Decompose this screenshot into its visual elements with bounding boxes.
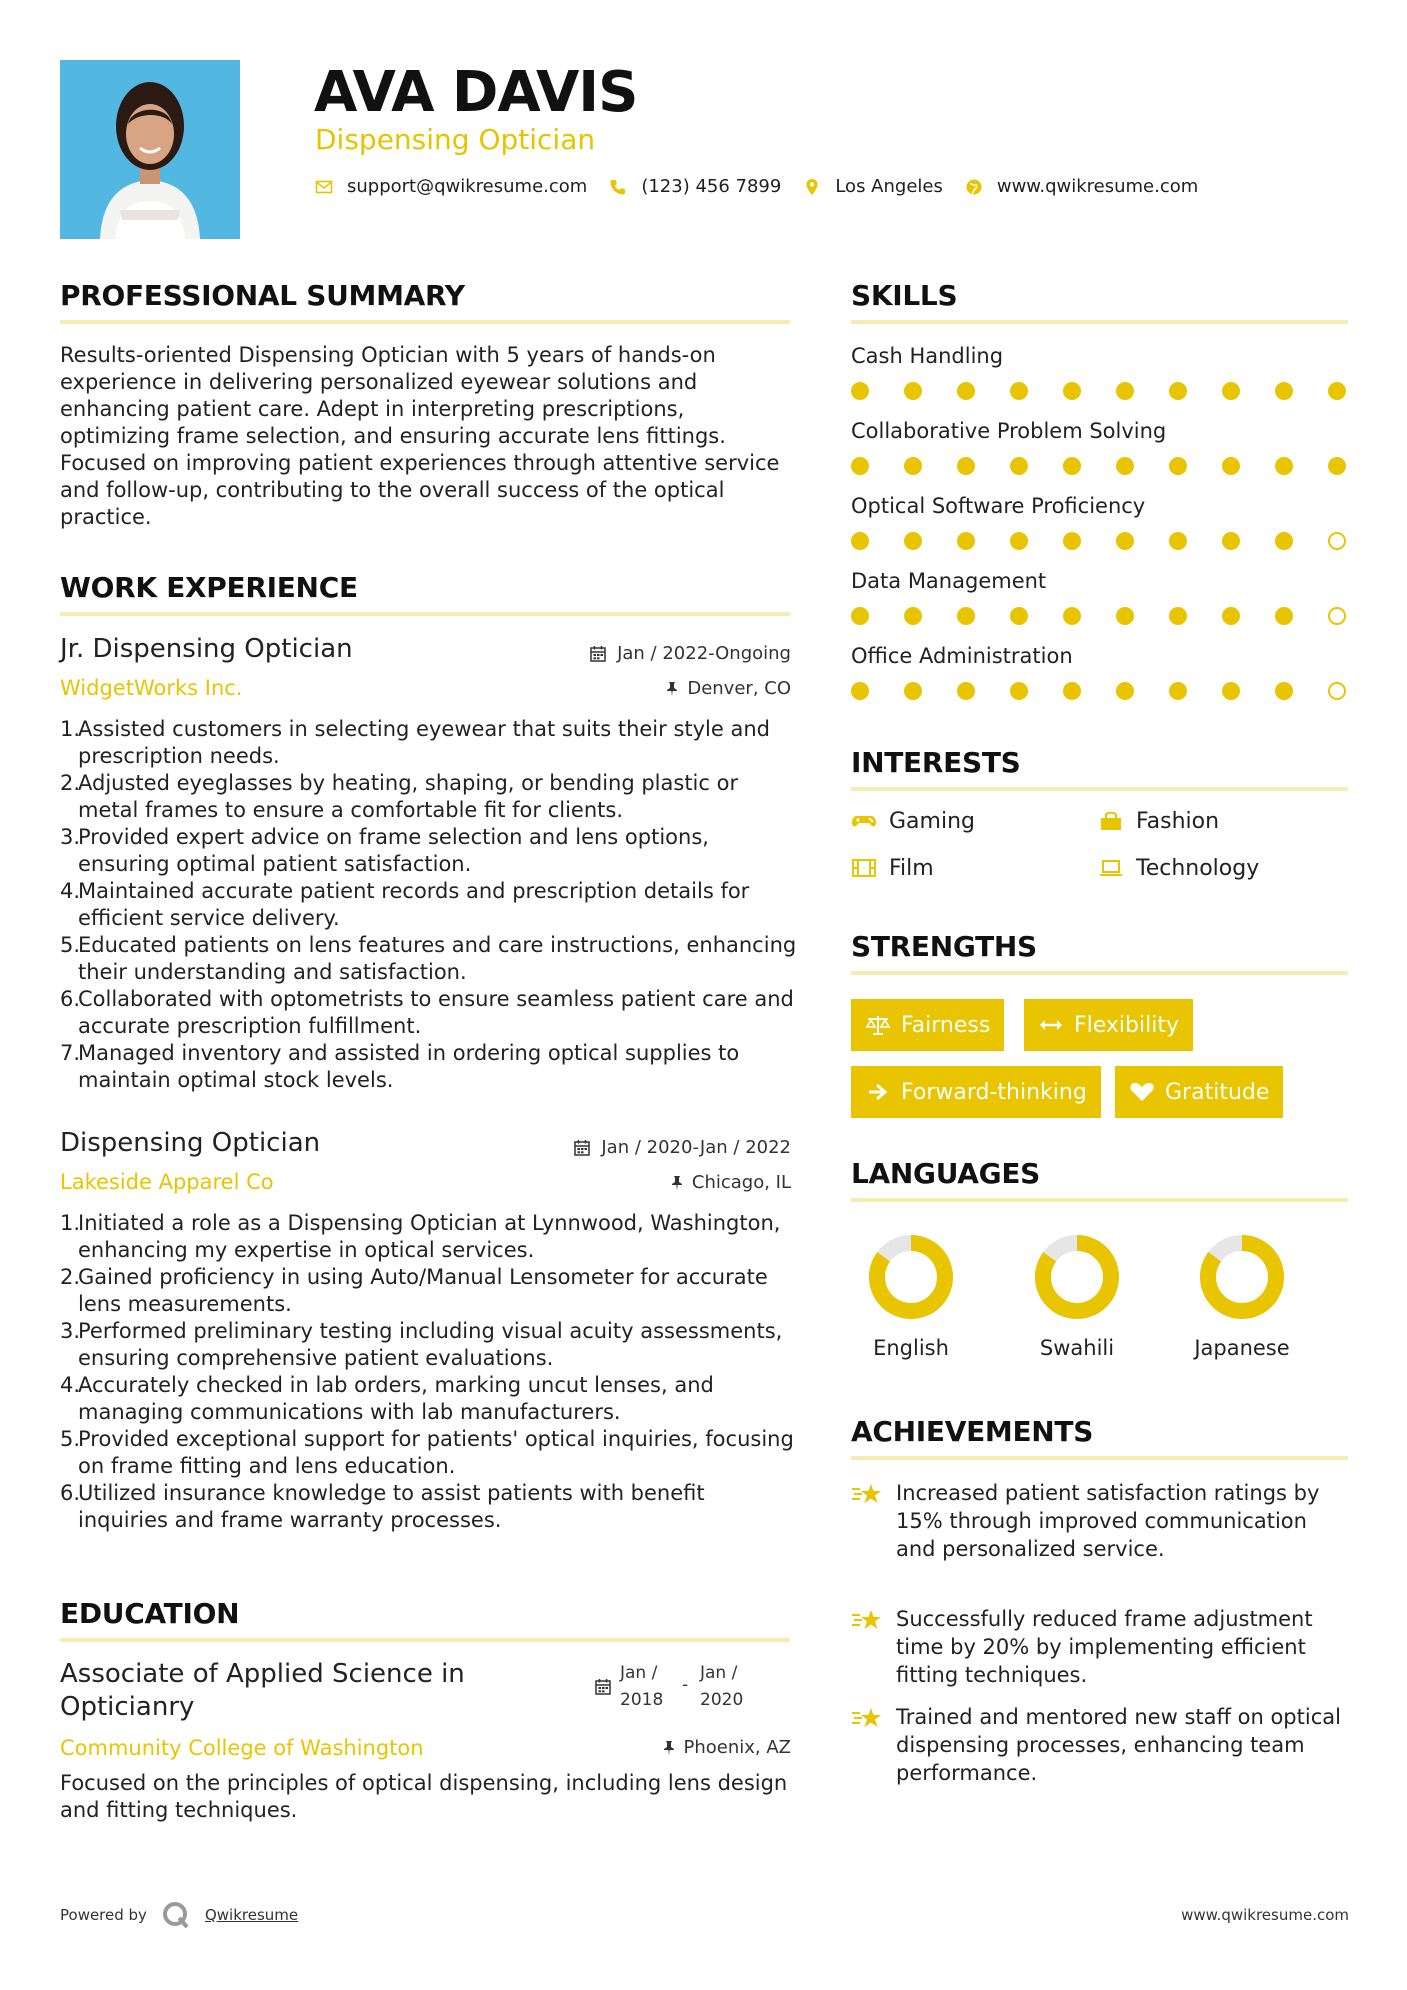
skill-rating bbox=[851, 382, 1348, 402]
skill-dot-filled bbox=[1222, 382, 1240, 400]
arrow-right-icon bbox=[865, 1081, 891, 1103]
powered-by-label: Powered by bbox=[60, 1906, 147, 1924]
skill-name: Data Management bbox=[851, 569, 1047, 593]
strength-tag bbox=[851, 999, 1004, 1051]
skill-dot-filled bbox=[1169, 532, 1187, 550]
degree-title: Associate of Applied Science in Opticianry bbox=[60, 1659, 465, 1722]
interest-label: Gaming bbox=[889, 809, 975, 834]
list-item: 1. Assisted customers in selecting eyewear that suits their style and prescription needs. bbox=[60, 717, 770, 768]
language-name: Swahili bbox=[1039, 1336, 1115, 1360]
achievement-item bbox=[851, 1479, 1351, 1563]
language-donut bbox=[1197, 1232, 1287, 1322]
language-name: Japanese bbox=[1194, 1336, 1290, 1360]
skill-name: Optical Software Proficiency bbox=[851, 494, 1146, 518]
balance-scale-icon bbox=[865, 1014, 891, 1036]
summary-heading: PROFESSIONAL SUMMARY bbox=[60, 279, 465, 312]
languages-divider bbox=[851, 1198, 1348, 1202]
summary-text: Results-oriented Dispensing Optician with 5 years of hands-on experience in delivering personalized eyewear solutions and enhancing patient care. Adept in interpreting prescriptions, optimizing frame selection, and ensuring accurate lens fittings. Focused on improving patient experiences through attentive service and follow-up, contributing to the overall success of the optical practice. bbox=[60, 343, 780, 529]
envelope-icon bbox=[315, 178, 333, 196]
contact-phone-text: (123) 456 7899 bbox=[641, 176, 782, 197]
strength-tag bbox=[851, 1066, 1101, 1118]
skills-heading: SKILLS bbox=[851, 279, 958, 312]
skill-dot-filled bbox=[851, 457, 869, 475]
skill-dot-filled bbox=[957, 682, 975, 700]
interest-gaming bbox=[851, 809, 975, 834]
job-duties-list bbox=[60, 716, 800, 1094]
skill-dot-filled bbox=[1275, 682, 1293, 700]
skill-dot-filled bbox=[851, 607, 869, 625]
achievement-text: Successfully reduced frame adjustment time by 20% by implementing efficient fitting techniques. bbox=[896, 1607, 1313, 1687]
list-item: 1. Initiated a role as a Dispensing Optician at Lynnwood, Washington, enhancing my expertise in optical services. bbox=[60, 1211, 781, 1262]
skill-dot-filled bbox=[1328, 382, 1346, 400]
contact-location-text: Los Angeles bbox=[835, 176, 943, 197]
skill-dot-filled bbox=[1010, 532, 1028, 550]
interest-film bbox=[851, 856, 934, 881]
skill-dot-filled bbox=[1063, 532, 1081, 550]
achievements-heading: ACHIEVEMENTS bbox=[851, 1415, 1094, 1448]
summary-divider bbox=[60, 320, 790, 324]
contact-email-text: support@qwikresume.com bbox=[347, 176, 588, 197]
language-name: English bbox=[873, 1336, 949, 1360]
education-description: Focused on the principles of optical dispensing, including lens design and fitting techniques. bbox=[60, 1771, 788, 1822]
skill-dot-filled bbox=[1010, 682, 1028, 700]
skill-dot-filled bbox=[1169, 382, 1187, 400]
skill-dot-filled bbox=[1010, 457, 1028, 475]
language-item bbox=[856, 1232, 966, 1360]
job-location bbox=[670, 1172, 791, 1193]
experience-heading: WORK EXPERIENCE bbox=[60, 571, 358, 604]
shooting-star-icon bbox=[851, 1703, 896, 1787]
skill-dot-filled bbox=[904, 382, 922, 400]
skill-dot-filled bbox=[1328, 457, 1346, 475]
job-date-text: Jan / 2022-Ongoing bbox=[617, 643, 791, 664]
skill-rating bbox=[851, 457, 1348, 477]
skill-dot-filled bbox=[1222, 682, 1240, 700]
pushpin-icon bbox=[665, 681, 679, 697]
arrows-horizontal-icon bbox=[1038, 1014, 1064, 1036]
skill-name: Collaborative Problem Solving bbox=[851, 419, 1167, 443]
skill-rating bbox=[851, 607, 1348, 627]
strength-label: Gratitude bbox=[1165, 1079, 1270, 1105]
strength-label: Fairness bbox=[901, 1012, 991, 1038]
skill-dot-filled bbox=[904, 457, 922, 475]
job-title: Jr. Dispensing Optician bbox=[60, 634, 353, 664]
experience-divider bbox=[60, 612, 790, 616]
skill-dot-filled bbox=[904, 607, 922, 625]
interest-label: Film bbox=[889, 856, 934, 881]
school-name: Community College of Washington bbox=[60, 1736, 424, 1760]
skill-dot-filled bbox=[1169, 682, 1187, 700]
skill-dot-empty bbox=[1328, 682, 1346, 700]
skill-dot-filled bbox=[1063, 682, 1081, 700]
interests-divider bbox=[851, 787, 1348, 791]
skill-dot-filled bbox=[904, 532, 922, 550]
skill-dot-filled bbox=[1275, 457, 1293, 475]
skill-name: Office Administration bbox=[851, 644, 1073, 668]
skill-rating bbox=[851, 532, 1348, 552]
strength-tag bbox=[1115, 1066, 1283, 1118]
profile-photo bbox=[60, 60, 240, 239]
list-item: 2. Adjusted eyeglasses by heating, shaping, or bending plastic or metal frames to ensure a comfortable fit for clients. bbox=[60, 771, 739, 822]
achievements-divider bbox=[851, 1456, 1348, 1460]
job-location-text: Chicago, IL bbox=[691, 1172, 791, 1193]
portrait-image bbox=[60, 60, 240, 239]
interest-fashion bbox=[1098, 809, 1219, 834]
qwikresume-link[interactable]: Qwikresume bbox=[204, 1906, 299, 1924]
job-date-text: Jan / 2020-Jan / 2022 bbox=[601, 1137, 791, 1158]
skill-dot-filled bbox=[851, 382, 869, 400]
calendar-icon bbox=[594, 1678, 612, 1696]
company-name: WidgetWorks Inc. bbox=[60, 676, 243, 700]
candidate-role: Dispensing Optician bbox=[315, 123, 596, 156]
laptop-icon bbox=[1098, 858, 1126, 880]
edu-start-year: 2018 bbox=[620, 1690, 664, 1710]
skill-dot-filled bbox=[1222, 607, 1240, 625]
skill-dot-filled bbox=[1010, 607, 1028, 625]
interests-heading: INTERESTS bbox=[851, 746, 1021, 779]
map-pin-icon bbox=[803, 178, 821, 196]
skill-dot-empty bbox=[1328, 532, 1346, 550]
skill-dot-filled bbox=[1169, 607, 1187, 625]
strength-label: Forward-thinking bbox=[901, 1079, 1087, 1105]
job-date bbox=[573, 1137, 791, 1158]
interest-label: Fashion bbox=[1136, 809, 1220, 834]
film-icon bbox=[851, 858, 879, 880]
powered-by bbox=[60, 1900, 298, 1930]
footer-url[interactable]: www.qwikresume.com bbox=[1181, 1906, 1349, 1924]
skill-dot-filled bbox=[1169, 457, 1187, 475]
qwikresume-logo-icon bbox=[161, 1900, 191, 1930]
pushpin-icon bbox=[670, 1175, 684, 1191]
shooting-star-icon bbox=[851, 1479, 896, 1563]
skill-dot-filled bbox=[1063, 607, 1081, 625]
list-item: 7. Managed inventory and assisted in ordering optical supplies to maintain optimal stock levels. bbox=[60, 1041, 740, 1092]
language-item bbox=[1187, 1232, 1297, 1360]
heart-icon bbox=[1129, 1081, 1155, 1103]
skill-dot-filled bbox=[851, 532, 869, 550]
skill-dot-filled bbox=[1116, 382, 1134, 400]
achievement-item bbox=[851, 1703, 1351, 1787]
skill-dot-filled bbox=[957, 457, 975, 475]
interest-label: Technology bbox=[1136, 856, 1260, 881]
contact-website[interactable] bbox=[965, 176, 1198, 197]
strengths-divider bbox=[851, 971, 1348, 975]
list-item: 6. Utilized insurance knowledge to assist patients with benefit inquiries and frame warranty processes. bbox=[60, 1481, 705, 1532]
list-item: 5. Provided exceptional support for patients' optical inquiries, focusing on frame fitting and lens education. bbox=[60, 1427, 794, 1478]
skill-dot-filled bbox=[851, 682, 869, 700]
list-item: 3. Performed preliminary testing including visual acuity assessments, ensuring comprehensive patient evaluations. bbox=[60, 1319, 783, 1370]
interest-technology bbox=[1098, 856, 1259, 881]
calendar-icon bbox=[573, 1139, 591, 1157]
skill-dot-filled bbox=[1116, 682, 1134, 700]
skills-divider bbox=[851, 320, 1348, 324]
skill-dot-empty bbox=[1328, 607, 1346, 625]
list-item: 5. Educated patients on lens features and care instructions, enhancing their understanding and satisfaction. bbox=[60, 933, 797, 984]
education-location-text: Phoenix, AZ bbox=[683, 1737, 791, 1758]
language-donut bbox=[866, 1232, 956, 1322]
language-donut bbox=[1032, 1232, 1122, 1322]
shooting-star-icon bbox=[851, 1605, 896, 1689]
contact-location bbox=[803, 176, 943, 197]
skill-dot-filled bbox=[1275, 532, 1293, 550]
skill-dot-filled bbox=[1116, 457, 1134, 475]
edu-end-month: Jan / bbox=[700, 1663, 738, 1683]
contact-email[interactable] bbox=[315, 176, 587, 197]
job-duties-list bbox=[60, 1210, 800, 1534]
skill-dot-filled bbox=[1063, 382, 1081, 400]
skill-dot-filled bbox=[957, 607, 975, 625]
education-divider bbox=[60, 1638, 790, 1642]
globe-icon bbox=[965, 178, 983, 196]
candidate-name: AVA DAVIS bbox=[314, 60, 638, 125]
contact-phone[interactable] bbox=[609, 176, 781, 197]
achievement-text: Increased patient satisfaction ratings by 15% through improved communication and personalized service. bbox=[896, 1481, 1320, 1561]
skill-dot-filled bbox=[957, 382, 975, 400]
company-name: Lakeside Apparel Co bbox=[60, 1170, 274, 1194]
skill-dot-filled bbox=[1275, 382, 1293, 400]
skill-dot-filled bbox=[1275, 607, 1293, 625]
list-item: 4. Maintained accurate patient records and prescription details for efficient service delivery. bbox=[60, 879, 750, 930]
contact-bar bbox=[315, 176, 1220, 197]
phone-icon bbox=[609, 178, 627, 196]
education-date bbox=[594, 1660, 762, 1714]
contact-website-text: www.qwikresume.com bbox=[996, 176, 1199, 197]
list-item: 2. Gained proficiency in using Auto/Manual Lensometer for accurate lens measurements. bbox=[60, 1265, 768, 1316]
pushpin-icon bbox=[662, 1740, 676, 1756]
job-title: Dispensing Optician bbox=[60, 1128, 321, 1158]
edu-end-year: 2020 bbox=[700, 1690, 744, 1710]
list-item: 3. Provided expert advice on frame selection and lens options, ensuring optimal patient satisfaction. bbox=[60, 825, 709, 876]
languages-heading: LANGUAGES bbox=[851, 1157, 1041, 1190]
achievement-text: Trained and mentored new staff on optical dispensing processes, enhancing team performance. bbox=[896, 1705, 1341, 1785]
strengths-heading: STRENGTHS bbox=[851, 930, 1037, 963]
skill-dot-filled bbox=[957, 532, 975, 550]
skill-dot-filled bbox=[1116, 532, 1134, 550]
list-item: 6. Collaborated with optometrists to ensure seamless patient care and accurate prescription fulfillment. bbox=[60, 987, 794, 1038]
list-item: 4. Accurately checked in lab orders, marking uncut lenses, and managing communications with lab manufacturers. bbox=[60, 1373, 714, 1424]
job-date bbox=[589, 643, 791, 664]
strength-label: Flexibility bbox=[1074, 1012, 1179, 1038]
skill-dot-filled bbox=[1010, 382, 1028, 400]
skill-dot-filled bbox=[1222, 532, 1240, 550]
job-location-text: Denver, CO bbox=[687, 678, 791, 699]
skill-dot-filled bbox=[1222, 457, 1240, 475]
skill-dot-filled bbox=[1063, 457, 1081, 475]
education-location bbox=[662, 1737, 792, 1758]
edu-date-separator: - bbox=[682, 1675, 689, 1695]
skill-dot-filled bbox=[1116, 607, 1134, 625]
language-item bbox=[1022, 1232, 1132, 1360]
achievement-item bbox=[851, 1605, 1351, 1689]
skill-rating bbox=[851, 682, 1348, 702]
skill-name: Cash Handling bbox=[851, 344, 1004, 368]
strength-tag bbox=[1024, 999, 1193, 1051]
skill-dot-filled bbox=[904, 682, 922, 700]
edu-start-month: Jan / bbox=[620, 1663, 658, 1683]
shopping-bag-icon bbox=[1098, 811, 1126, 833]
gamepad-icon bbox=[851, 811, 879, 833]
calendar-icon bbox=[589, 645, 607, 663]
job-location bbox=[665, 678, 791, 699]
education-heading: EDUCATION bbox=[60, 1597, 240, 1630]
